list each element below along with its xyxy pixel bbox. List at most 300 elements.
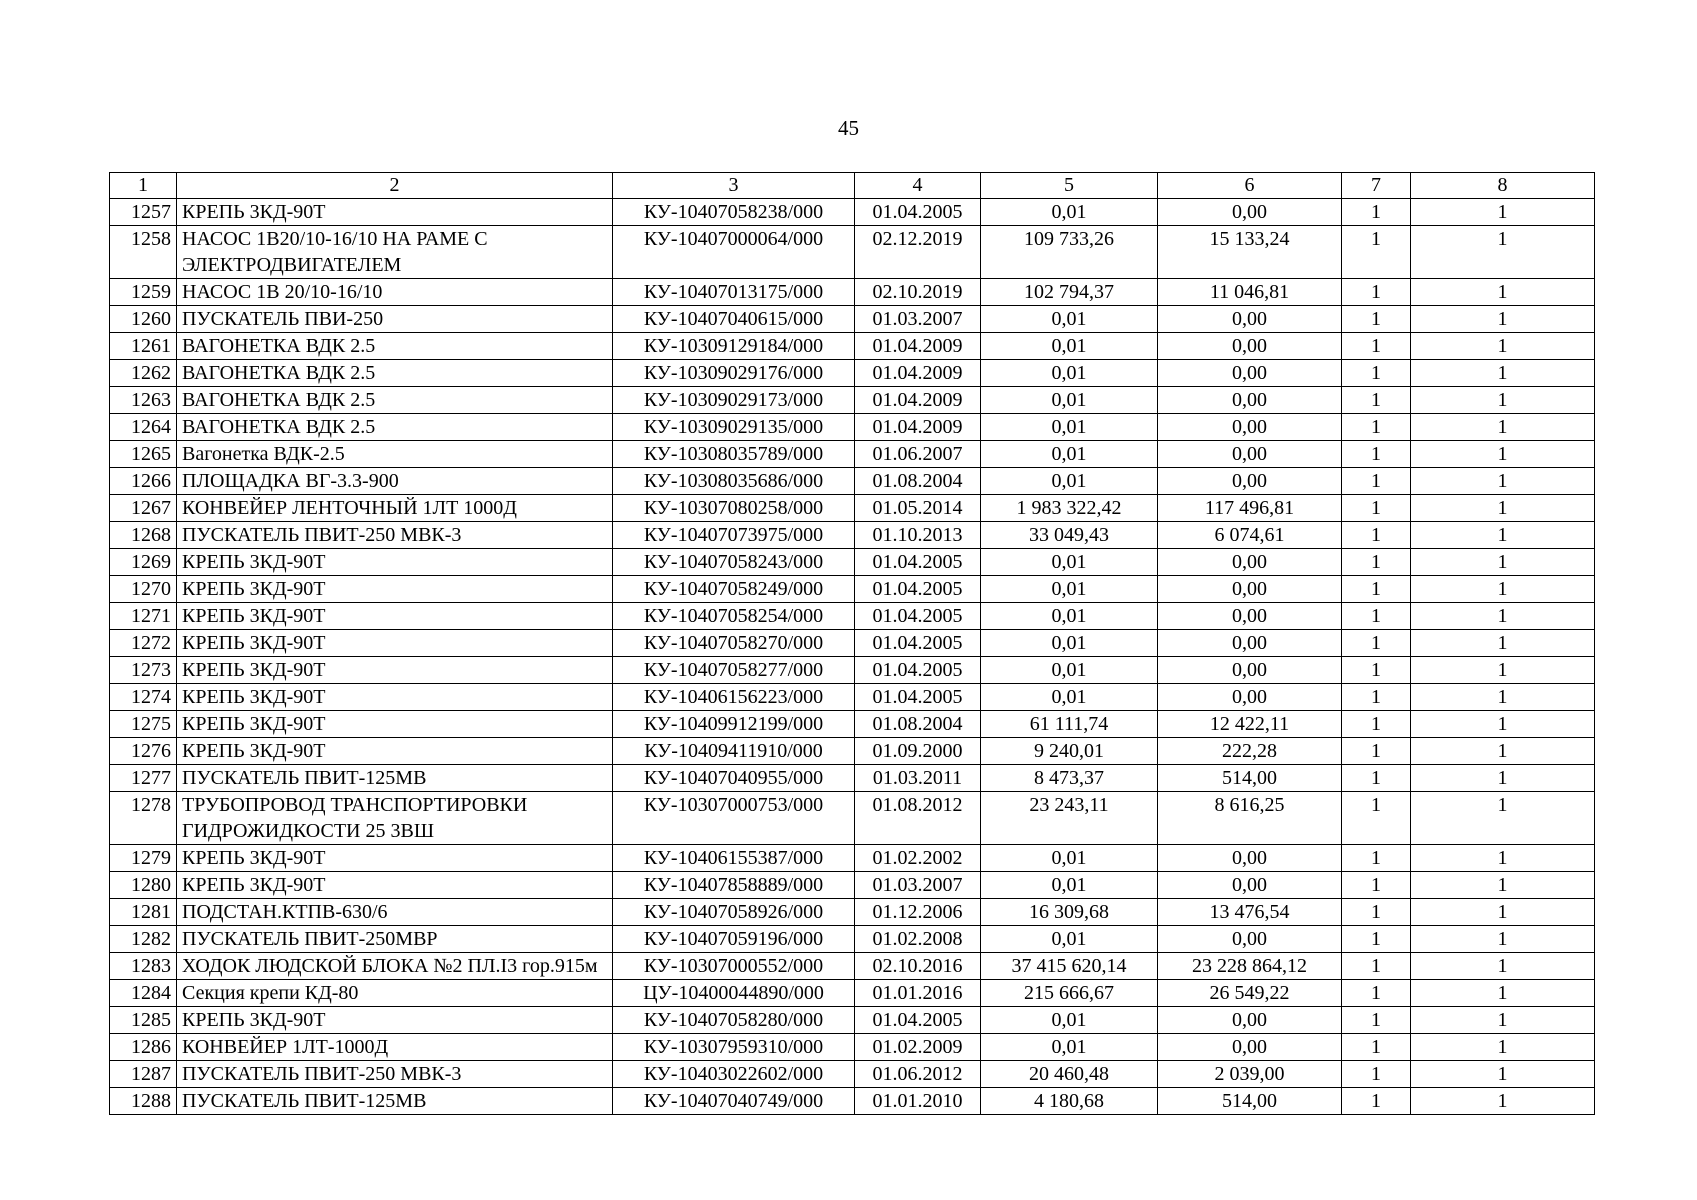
value-col5-cell: 0,01	[981, 468, 1158, 495]
value-col8-cell: 1	[1411, 1034, 1595, 1061]
value-col5-cell: 215 666,67	[981, 980, 1158, 1007]
date-cell: 01.04.2005	[855, 549, 981, 576]
value-col8-cell: 1	[1411, 387, 1595, 414]
date-cell: 01.04.2009	[855, 360, 981, 387]
value-col6-cell: 0,00	[1158, 387, 1342, 414]
value-col6-cell: 15 133,24	[1158, 226, 1342, 279]
value-col8-cell: 1	[1411, 657, 1595, 684]
item-name-cell: ВАГОНЕТКА ВДК 2.5	[177, 333, 613, 360]
table-row	[110, 468, 1595, 495]
row-number-cell: 1286	[110, 1034, 177, 1061]
value-col6-cell: 0,00	[1158, 360, 1342, 387]
value-col7-cell: 1	[1342, 899, 1411, 926]
inventory-code-cell: КУ-10407013175/000	[613, 279, 855, 306]
table-row	[110, 899, 1595, 926]
value-col6-cell: 0,00	[1158, 441, 1342, 468]
inventory-code-cell: КУ-10307959310/000	[613, 1034, 855, 1061]
date-cell: 01.02.2002	[855, 845, 981, 872]
value-col7-cell: 1	[1342, 306, 1411, 333]
item-name-cell: ПУСКАТЕЛЬ ПВИ-250	[177, 306, 613, 333]
item-name-cell: КРЕПЬ 3КД-90Т	[177, 1007, 613, 1034]
value-col5-cell: 0,01	[981, 684, 1158, 711]
row-number-cell: 1281	[110, 899, 177, 926]
item-name-cell: ПУСКАТЕЛЬ ПВИТ-250МВР	[177, 926, 613, 953]
table-row	[110, 765, 1595, 792]
table-row	[110, 387, 1595, 414]
inventory-code-cell: КУ-10309029135/000	[613, 414, 855, 441]
value-col8-cell: 1	[1411, 1088, 1595, 1115]
value-col5-cell: 8 473,37	[981, 765, 1158, 792]
value-col7-cell: 1	[1342, 872, 1411, 899]
row-number-cell: 1262	[110, 360, 177, 387]
value-col8-cell: 1	[1411, 792, 1595, 845]
value-col8-cell: 1	[1411, 576, 1595, 603]
table-row	[110, 845, 1595, 872]
date-cell: 01.04.2005	[855, 1007, 981, 1034]
inventory-code-cell: КУ-10407058926/000	[613, 899, 855, 926]
value-col7-cell: 1	[1342, 980, 1411, 1007]
item-name-cell: КРЕПЬ 3КД-90Т	[177, 576, 613, 603]
row-number-cell: 1275	[110, 711, 177, 738]
date-cell: 01.04.2005	[855, 684, 981, 711]
table-row	[110, 226, 1595, 279]
table-row	[110, 199, 1595, 226]
table-row	[110, 872, 1595, 899]
value-col7-cell: 1	[1342, 495, 1411, 522]
value-col6-cell: 0,00	[1158, 1007, 1342, 1034]
row-number-cell: 1288	[110, 1088, 177, 1115]
inventory-code-cell: КУ-10409411910/000	[613, 738, 855, 765]
inventory-code-cell: КУ-10407073975/000	[613, 522, 855, 549]
inventory-code-cell: КУ-10403022602/000	[613, 1061, 855, 1088]
table-row	[110, 441, 1595, 468]
inventory-code-cell: КУ-10407058249/000	[613, 576, 855, 603]
value-col8-cell: 1	[1411, 711, 1595, 738]
column-header: 6	[1158, 173, 1342, 199]
table-row	[110, 953, 1595, 980]
date-cell: 02.10.2019	[855, 279, 981, 306]
table-row	[110, 279, 1595, 306]
value-col8-cell: 1	[1411, 603, 1595, 630]
table-row	[110, 738, 1595, 765]
table-row	[110, 980, 1595, 1007]
table-row	[110, 522, 1595, 549]
value-col7-cell: 1	[1342, 549, 1411, 576]
item-name-cell: КРЕПЬ 3КД-90Т	[177, 603, 613, 630]
value-col7-cell: 1	[1342, 765, 1411, 792]
value-col7-cell: 1	[1342, 792, 1411, 845]
item-name-cell: ПУСКАТЕЛЬ ПВИТ-125МВ	[177, 1088, 613, 1115]
item-name-cell: КРЕПЬ 3КД-90Т	[177, 872, 613, 899]
row-number-cell: 1258	[110, 226, 177, 279]
value-col5-cell: 1 983 322,42	[981, 495, 1158, 522]
value-col6-cell: 0,00	[1158, 845, 1342, 872]
row-number-cell: 1268	[110, 522, 177, 549]
item-name-cell: НАСОС 1В20/10-16/10 НА РАМЕ С ЭЛЕКТРОДВИГАТЕЛЕМ	[177, 226, 613, 279]
value-col7-cell: 1	[1342, 684, 1411, 711]
column-header: 1	[110, 173, 177, 199]
row-number-cell: 1284	[110, 980, 177, 1007]
value-col6-cell: 0,00	[1158, 630, 1342, 657]
value-col6-cell: 23 228 864,12	[1158, 953, 1342, 980]
value-col6-cell: 514,00	[1158, 765, 1342, 792]
value-col8-cell: 1	[1411, 765, 1595, 792]
date-cell: 01.03.2007	[855, 306, 981, 333]
row-number-cell: 1278	[110, 792, 177, 845]
value-col5-cell: 0,01	[981, 630, 1158, 657]
item-name-cell: КРЕПЬ 3КД-90Т	[177, 738, 613, 765]
row-number-cell: 1267	[110, 495, 177, 522]
value-col8-cell: 1	[1411, 899, 1595, 926]
value-col8-cell: 1	[1411, 684, 1595, 711]
item-name-cell: КРЕПЬ 3КД-90Т	[177, 684, 613, 711]
item-name-cell: ВАГОНЕТКА ВДК 2.5	[177, 360, 613, 387]
item-name-cell: ПУСКАТЕЛЬ ПВИТ-250 МВК-3	[177, 1061, 613, 1088]
date-cell: 01.02.2009	[855, 1034, 981, 1061]
value-col5-cell: 0,01	[981, 657, 1158, 684]
item-name-cell: КОНВЕЙЕР ЛЕНТОЧНЫЙ 1ЛТ 1000Д	[177, 495, 613, 522]
column-header: 8	[1411, 173, 1595, 199]
value-col8-cell: 1	[1411, 495, 1595, 522]
value-col5-cell: 16 309,68	[981, 899, 1158, 926]
inventory-code-cell: КУ-10407058270/000	[613, 630, 855, 657]
value-col8-cell: 1	[1411, 980, 1595, 1007]
row-number-cell: 1277	[110, 765, 177, 792]
value-col5-cell: 0,01	[981, 360, 1158, 387]
value-col5-cell: 61 111,74	[981, 711, 1158, 738]
value-col7-cell: 1	[1342, 845, 1411, 872]
date-cell: 01.04.2009	[855, 387, 981, 414]
item-name-cell: ПУСКАТЕЛЬ ПВИТ-125МВ	[177, 765, 613, 792]
table-row	[110, 306, 1595, 333]
row-number-cell: 1273	[110, 657, 177, 684]
inventory-code-cell: КУ-10409912199/000	[613, 711, 855, 738]
value-col8-cell: 1	[1411, 1007, 1595, 1034]
date-cell: 01.04.2009	[855, 414, 981, 441]
date-cell: 01.08.2012	[855, 792, 981, 845]
table-row	[110, 1088, 1595, 1115]
value-col7-cell: 1	[1342, 1088, 1411, 1115]
column-header: 3	[613, 173, 855, 199]
value-col8-cell: 1	[1411, 441, 1595, 468]
date-cell: 01.06.2012	[855, 1061, 981, 1088]
value-col8-cell: 1	[1411, 738, 1595, 765]
inventory-code-cell: КУ-10407858889/000	[613, 872, 855, 899]
page-number: 45	[838, 116, 859, 140]
inventory-code-cell: КУ-10407058243/000	[613, 549, 855, 576]
value-col5-cell: 102 794,37	[981, 279, 1158, 306]
value-col5-cell: 0,01	[981, 414, 1158, 441]
item-name-cell: ПОДСТАН.КТПВ-630/6	[177, 899, 613, 926]
value-col5-cell: 0,01	[981, 603, 1158, 630]
table-body	[110, 199, 1595, 1115]
value-col5-cell: 0,01	[981, 1007, 1158, 1034]
table-row	[110, 1007, 1595, 1034]
row-number-cell: 1287	[110, 1061, 177, 1088]
value-col5-cell: 0,01	[981, 387, 1158, 414]
item-name-cell: ПУСКАТЕЛЬ ПВИТ-250 МВК-3	[177, 522, 613, 549]
value-col6-cell: 0,00	[1158, 1034, 1342, 1061]
row-number-cell: 1269	[110, 549, 177, 576]
date-cell: 01.04.2005	[855, 199, 981, 226]
inventory-code-cell: КУ-10407058280/000	[613, 1007, 855, 1034]
value-col7-cell: 1	[1342, 441, 1411, 468]
row-number-cell: 1260	[110, 306, 177, 333]
column-header: 7	[1342, 173, 1411, 199]
table-row	[110, 1034, 1595, 1061]
date-cell: 01.04.2009	[855, 333, 981, 360]
row-number-cell: 1274	[110, 684, 177, 711]
value-col6-cell: 0,00	[1158, 684, 1342, 711]
date-cell: 01.04.2005	[855, 630, 981, 657]
value-col6-cell: 12 422,11	[1158, 711, 1342, 738]
value-col6-cell: 0,00	[1158, 603, 1342, 630]
value-col5-cell: 0,01	[981, 441, 1158, 468]
inventory-code-cell: КУ-10407040749/000	[613, 1088, 855, 1115]
value-col7-cell: 1	[1342, 522, 1411, 549]
item-name-cell: НАСОС 1В 20/10-16/10	[177, 279, 613, 306]
value-col7-cell: 1	[1342, 926, 1411, 953]
value-col8-cell: 1	[1411, 360, 1595, 387]
row-number-cell: 1276	[110, 738, 177, 765]
row-number-cell: 1285	[110, 1007, 177, 1034]
inventory-code-cell: КУ-10307080258/000	[613, 495, 855, 522]
row-number-cell: 1280	[110, 872, 177, 899]
value-col8-cell: 1	[1411, 199, 1595, 226]
item-name-cell: ТРУБОПРОВОД ТРАНСПОРТИРОВКИ ГИДРОЖИДКОСТИ 25 3ВШ	[177, 792, 613, 845]
value-col5-cell: 37 415 620,14	[981, 953, 1158, 980]
value-col6-cell: 0,00	[1158, 549, 1342, 576]
column-header: 5	[981, 173, 1158, 199]
value-col7-cell: 1	[1342, 333, 1411, 360]
value-col6-cell: 11 046,81	[1158, 279, 1342, 306]
date-cell: 01.04.2005	[855, 603, 981, 630]
inventory-code-cell: ЦУ-10400044890/000	[613, 980, 855, 1007]
table-row	[110, 926, 1595, 953]
value-col7-cell: 1	[1342, 738, 1411, 765]
date-cell: 01.10.2013	[855, 522, 981, 549]
table-row	[110, 576, 1595, 603]
value-col6-cell: 0,00	[1158, 926, 1342, 953]
value-col8-cell: 1	[1411, 333, 1595, 360]
table-header-row	[110, 173, 1595, 199]
row-number-cell: 1265	[110, 441, 177, 468]
value-col8-cell: 1	[1411, 845, 1595, 872]
value-col6-cell: 0,00	[1158, 414, 1342, 441]
value-col5-cell: 0,01	[981, 576, 1158, 603]
value-col8-cell: 1	[1411, 279, 1595, 306]
value-col6-cell: 0,00	[1158, 306, 1342, 333]
item-name-cell: Вагонетка ВДК-2.5	[177, 441, 613, 468]
item-name-cell: ВАГОНЕТКА ВДК 2.5	[177, 387, 613, 414]
inventory-code-cell: КУ-10309029176/000	[613, 360, 855, 387]
value-col5-cell: 23 243,11	[981, 792, 1158, 845]
value-col5-cell: 0,01	[981, 872, 1158, 899]
value-col7-cell: 1	[1342, 657, 1411, 684]
value-col7-cell: 1	[1342, 387, 1411, 414]
value-col5-cell: 0,01	[981, 333, 1158, 360]
value-col8-cell: 1	[1411, 468, 1595, 495]
value-col7-cell: 1	[1342, 414, 1411, 441]
row-number-cell: 1266	[110, 468, 177, 495]
value-col7-cell: 1	[1342, 630, 1411, 657]
row-number-cell: 1272	[110, 630, 177, 657]
date-cell: 01.01.2016	[855, 980, 981, 1007]
item-name-cell: ПЛОЩАДКА ВГ-3.3-900	[177, 468, 613, 495]
value-col7-cell: 1	[1342, 1061, 1411, 1088]
table-row	[110, 333, 1595, 360]
inventory-table	[109, 172, 1595, 1115]
value-col7-cell: 1	[1342, 1034, 1411, 1061]
row-number-cell: 1259	[110, 279, 177, 306]
date-cell: 01.04.2005	[855, 657, 981, 684]
date-cell: 02.12.2019	[855, 226, 981, 279]
item-name-cell: КРЕПЬ 3КД-90Т	[177, 549, 613, 576]
inventory-code-cell: КУ-10308035789/000	[613, 441, 855, 468]
date-cell: 01.03.2007	[855, 872, 981, 899]
inventory-code-cell: КУ-10407000064/000	[613, 226, 855, 279]
value-col8-cell: 1	[1411, 414, 1595, 441]
inventory-code-cell: КУ-10308035686/000	[613, 468, 855, 495]
value-col6-cell: 222,28	[1158, 738, 1342, 765]
table-row	[110, 657, 1595, 684]
row-number-cell: 1271	[110, 603, 177, 630]
value-col7-cell: 1	[1342, 360, 1411, 387]
value-col7-cell: 1	[1342, 226, 1411, 279]
column-header: 4	[855, 173, 981, 199]
item-name-cell: ВАГОНЕТКА ВДК 2.5	[177, 414, 613, 441]
value-col6-cell: 8 616,25	[1158, 792, 1342, 845]
inventory-code-cell: КУ-10406156223/000	[613, 684, 855, 711]
value-col8-cell: 1	[1411, 549, 1595, 576]
date-cell: 01.12.2006	[855, 899, 981, 926]
value-col6-cell: 0,00	[1158, 872, 1342, 899]
date-cell: 01.08.2004	[855, 468, 981, 495]
value-col5-cell: 0,01	[981, 845, 1158, 872]
value-col6-cell: 6 074,61	[1158, 522, 1342, 549]
table-row	[110, 495, 1595, 522]
inventory-code-cell: КУ-10307000552/000	[613, 953, 855, 980]
column-header: 2	[177, 173, 613, 199]
value-col7-cell: 1	[1342, 603, 1411, 630]
value-col7-cell: 1	[1342, 576, 1411, 603]
table-row	[110, 549, 1595, 576]
date-cell: 01.03.2011	[855, 765, 981, 792]
date-cell: 01.06.2007	[855, 441, 981, 468]
table-row	[110, 360, 1595, 387]
value-col8-cell: 1	[1411, 926, 1595, 953]
row-number-cell: 1279	[110, 845, 177, 872]
table-row	[110, 792, 1595, 845]
date-cell: 01.05.2014	[855, 495, 981, 522]
value-col7-cell: 1	[1342, 711, 1411, 738]
value-col8-cell: 1	[1411, 1061, 1595, 1088]
inventory-code-cell: КУ-10406155387/000	[613, 845, 855, 872]
inventory-code-cell: КУ-10309129184/000	[613, 333, 855, 360]
value-col7-cell: 1	[1342, 1007, 1411, 1034]
value-col5-cell: 0,01	[981, 199, 1158, 226]
value-col5-cell: 9 240,01	[981, 738, 1158, 765]
inventory-code-cell: КУ-10407059196/000	[613, 926, 855, 953]
table-row	[110, 603, 1595, 630]
value-col8-cell: 1	[1411, 872, 1595, 899]
value-col6-cell: 0,00	[1158, 333, 1342, 360]
item-name-cell: Секция крепи КД-80	[177, 980, 613, 1007]
item-name-cell: КРЕПЬ 3КД-90Т	[177, 845, 613, 872]
item-name-cell: КОНВЕЙЕР 1ЛТ-1000Д	[177, 1034, 613, 1061]
date-cell: 01.09.2000	[855, 738, 981, 765]
value-col8-cell: 1	[1411, 953, 1595, 980]
value-col8-cell: 1	[1411, 306, 1595, 333]
inventory-code-cell: КУ-10407058277/000	[613, 657, 855, 684]
value-col5-cell: 0,01	[981, 926, 1158, 953]
value-col5-cell: 4 180,68	[981, 1088, 1158, 1115]
table-row	[110, 711, 1595, 738]
value-col6-cell: 0,00	[1158, 576, 1342, 603]
value-col6-cell: 0,00	[1158, 468, 1342, 495]
date-cell: 01.08.2004	[855, 711, 981, 738]
value-col5-cell: 0,01	[981, 1034, 1158, 1061]
value-col6-cell: 117 496,81	[1158, 495, 1342, 522]
date-cell: 01.02.2008	[855, 926, 981, 953]
value-col7-cell: 1	[1342, 953, 1411, 980]
table-row	[110, 1061, 1595, 1088]
value-col6-cell: 2 039,00	[1158, 1061, 1342, 1088]
row-number-cell: 1282	[110, 926, 177, 953]
value-col7-cell: 1	[1342, 199, 1411, 226]
value-col5-cell: 33 049,43	[981, 522, 1158, 549]
table-row	[110, 684, 1595, 711]
table-row	[110, 630, 1595, 657]
date-cell: 01.04.2005	[855, 576, 981, 603]
item-name-cell: ХОДОК ЛЮДСКОЙ БЛОКА №2 ПЛ.I3 гор.915м	[177, 953, 613, 980]
date-cell: 01.01.2010	[855, 1088, 981, 1115]
row-number-cell: 1283	[110, 953, 177, 980]
value-col8-cell: 1	[1411, 522, 1595, 549]
row-number-cell: 1257	[110, 199, 177, 226]
value-col8-cell: 1	[1411, 226, 1595, 279]
row-number-cell: 1264	[110, 414, 177, 441]
value-col6-cell: 26 549,22	[1158, 980, 1342, 1007]
inventory-code-cell: КУ-10307000753/000	[613, 792, 855, 845]
row-number-cell: 1263	[110, 387, 177, 414]
inventory-code-cell: КУ-10407040615/000	[613, 306, 855, 333]
inventory-code-cell: КУ-10309029173/000	[613, 387, 855, 414]
value-col7-cell: 1	[1342, 279, 1411, 306]
table-row	[110, 414, 1595, 441]
row-number-cell: 1270	[110, 576, 177, 603]
value-col8-cell: 1	[1411, 630, 1595, 657]
value-col5-cell: 20 460,48	[981, 1061, 1158, 1088]
item-name-cell: КРЕПЬ 3КД-90Т	[177, 199, 613, 226]
value-col6-cell: 514,00	[1158, 1088, 1342, 1115]
inventory-code-cell: КУ-10407040955/000	[613, 765, 855, 792]
item-name-cell: КРЕПЬ 3КД-90Т	[177, 630, 613, 657]
value-col5-cell: 109 733,26	[981, 226, 1158, 279]
row-number-cell: 1261	[110, 333, 177, 360]
value-col6-cell: 0,00	[1158, 657, 1342, 684]
item-name-cell: КРЕПЬ 3КД-90Т	[177, 711, 613, 738]
inventory-code-cell: КУ-10407058254/000	[613, 603, 855, 630]
value-col5-cell: 0,01	[981, 306, 1158, 333]
value-col6-cell: 0,00	[1158, 199, 1342, 226]
date-cell: 02.10.2016	[855, 953, 981, 980]
value-col5-cell: 0,01	[981, 549, 1158, 576]
value-col6-cell: 13 476,54	[1158, 899, 1342, 926]
value-col7-cell: 1	[1342, 468, 1411, 495]
inventory-code-cell: КУ-10407058238/000	[613, 199, 855, 226]
item-name-cell: КРЕПЬ 3КД-90Т	[177, 657, 613, 684]
